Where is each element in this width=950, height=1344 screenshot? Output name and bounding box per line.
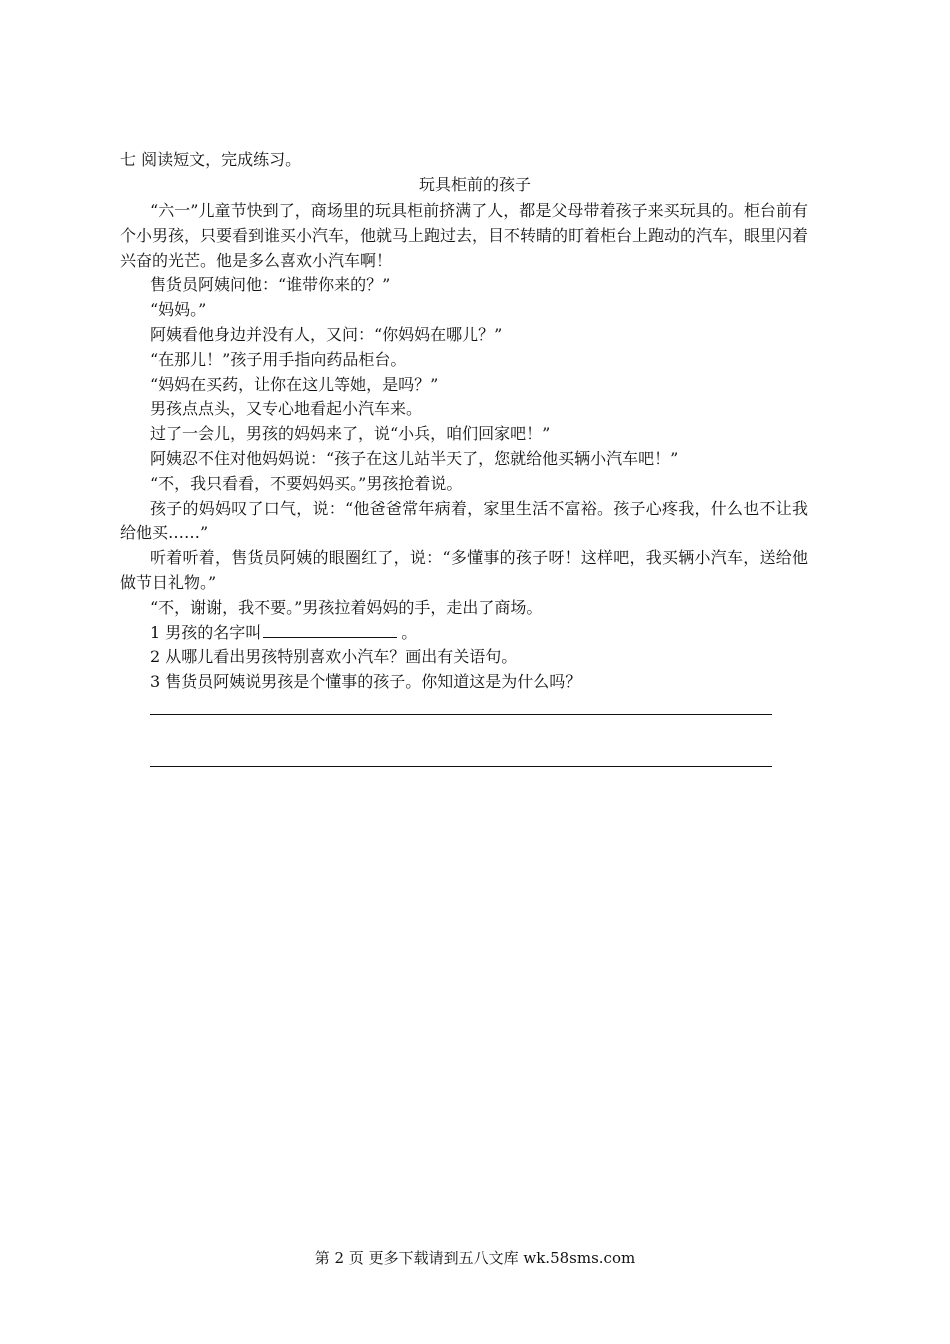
story-title: 玩具柜前的孩子: [418, 175, 531, 194]
answer-line[interactable]: [150, 766, 772, 767]
paragraph: 阿姨忍不住对他妈妈说：“孩子在这儿站半天了，您就给他买辆小汽车吧！”: [150, 448, 679, 468]
answer-line[interactable]: [150, 714, 772, 715]
name-answer-blank[interactable]: [263, 622, 397, 638]
question-1: [120, 621, 808, 646]
paragraph: 孩子的妈妈叹了口气，说：“他爸爸常年病着，家里生活不富裕。孩子心疼我，什么也不让我给他买……”: [120, 498, 808, 543]
question-1-text: 1 男孩的名字叫: [150, 622, 262, 642]
paragraph: 过了一会儿，男孩的妈妈来了，说“小兵，咱们回家吧！”: [150, 424, 551, 444]
question-3: 3 售货员阿姨说男孩是个懂事的孩子。你知道这是为什么吗？: [150, 672, 582, 692]
question-1-end: 。: [401, 622, 418, 642]
section-heading: 七 阅读短文，完成练习。: [120, 150, 302, 169]
paragraph: 男孩点点头，又专心地看起小汽车来。: [150, 399, 423, 419]
paragraph: “妈妈。”: [150, 300, 207, 320]
story-body: [120, 199, 808, 695]
paragraph: 听着听着，售货员阿姨的眼圈红了，说：“多懂事的孩子呀！这样吧，我买辆小汽车，送给他做节日礼物。”: [120, 548, 808, 592]
paragraph: “在那儿！”孩子用手指向药品柜台。: [150, 349, 407, 369]
paragraph: “不，我只看看，不要妈妈买。”男孩抢着说。: [150, 473, 463, 493]
paragraph: 售货员阿姨问他：“谁带你来的？”: [150, 275, 391, 295]
paragraph: “六一”儿童节快到了，商场里的玩具柜前挤满了人，都是父母带着孩子来买玩具的。柜台前有个小男孩，只要看到谁买小汽车，他就马上跑过去，目不转睛的盯着柜台上跑动的汽车，眼里闪着兴奋的光芒。他是多么喜欢小汽车啊！: [120, 201, 809, 270]
question-2: 2 从哪儿看出男孩特别喜欢小汽车？画出有关语句。: [150, 647, 518, 667]
paragraph: 阿姨看他身边并没有人，又问：“你妈妈在哪儿？”: [150, 324, 503, 344]
paragraph: “不，谢谢，我不要。”男孩拉着妈妈的手，走出了商场。: [150, 597, 543, 617]
paragraph: “妈妈在买药，让你在这儿等她，是吗？”: [150, 374, 439, 394]
page-footer: 第 2 页 更多下载请到五八文库 wk.58sms.com: [314, 1249, 636, 1267]
